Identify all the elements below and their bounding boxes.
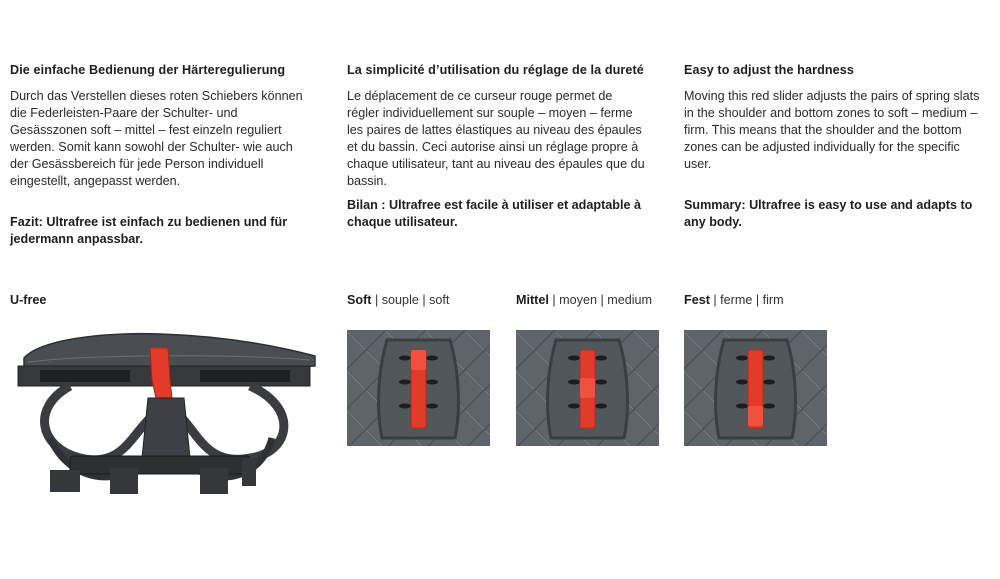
panel-fest — [684, 330, 827, 446]
label-fest-sub: | ferme | firm — [709, 293, 784, 307]
label-mittel-sub: | moyen | medium — [548, 293, 653, 307]
column-german — [10, 62, 310, 190]
product-label: U-free — [10, 293, 47, 307]
label-mittel-main: Mittel — [516, 293, 549, 307]
body-french: Le déplacement de ce curseur rouge permet de régler individuellement sur souple – moyen – ferme les paires de lattes élastiques au niveau des épaules et du bassin. Ceci autorise ainsi un réglage propre à chaque utilisateur, tant au niveau des épaules que du bassin. — [347, 89, 645, 188]
panel-soft-graphic — [347, 330, 490, 446]
panel-soft — [347, 330, 490, 446]
heading-french: La simplicité d’utilisation du réglage de la dureté — [347, 63, 644, 77]
column-english — [684, 62, 984, 173]
label-mittel — [516, 293, 652, 307]
panel-mittel — [516, 330, 659, 446]
heading-german: Die einfache Bedienung der Härteregulierung — [10, 63, 286, 77]
panel-fest-graphic — [684, 330, 827, 446]
summary-english: Summary: Ultrafree is easy to use and adapts to any body. — [684, 198, 973, 229]
label-soft — [347, 293, 449, 307]
column-french — [347, 62, 647, 190]
heading-english: Easy to adjust the hardness — [684, 63, 854, 77]
ufree-product-image — [10, 318, 322, 508]
label-fest-main: Fest — [684, 293, 710, 307]
label-fest — [684, 293, 784, 307]
body-english: Moving this red slider adjusts the pairs of spring slats in the shoulder and bottom zones to soft – medium – firm. This means that the shoulder and the bottom zones can be adjusted individually for the specific user. — [684, 89, 980, 171]
body-german: Durch das Verstellen dieses roten Schiebers können die Federleisten-Paare der Schulter- und Gesässzonen soft – mittel – fest einzeln reguliert werden. Somit kann sowohl der Schulter- wie auch der Gesässbereich für jede Person individuell eingestellt, angepasst werden. — [10, 89, 303, 188]
panel-mittel-graphic — [516, 330, 659, 446]
label-soft-sub: | souple | soft — [371, 293, 450, 307]
summary-german: Fazit: Ultrafree ist einfach zu bedienen und für jedermann anpassbar. — [10, 215, 288, 246]
summary-french: Bilan : Ultrafree est facile à utiliser et adaptable à chaque utilisateur. — [347, 198, 641, 229]
label-soft-main: Soft — [347, 293, 372, 307]
